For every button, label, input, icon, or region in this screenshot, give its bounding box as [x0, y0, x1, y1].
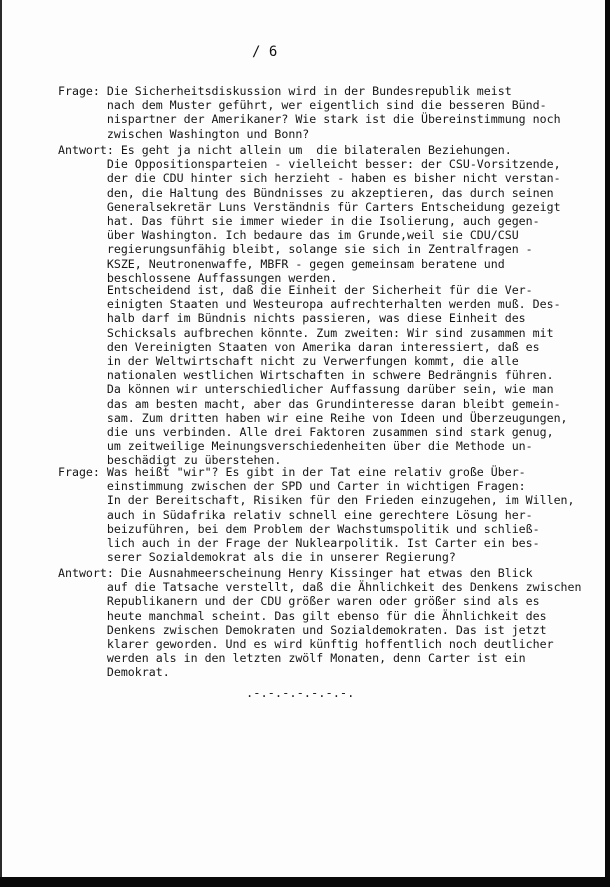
- text-line: Antwort: Die Ausnahmeerscheinung Henry Kissinger hat etwas den Blick: [58, 566, 533, 580]
- text-line: klarer geworden. Und es wird künftig hoffentlich noch deutlicher: [58, 637, 554, 652]
- text-line: um zeitweilige Meinungsverschiedenheiten über die Methode un-: [58, 439, 533, 454]
- text-line: Schicksals aufbrechen könnte. Zum zweiten: Wir sind zusammen mit: [58, 325, 554, 340]
- text-line: nach dem Muster geführt, wer eigentlich sind die besseren Bünd-: [58, 98, 547, 113]
- text-line: den, die Haltung des Bündnisses zu akzeptieren, das durch seinen: [58, 185, 554, 200]
- text-line: das am besten macht, aber das Grundinteresse daran bleibt gemein-: [58, 396, 561, 411]
- text-line: serer Sozialdemokrat als die in unserer Regierung?: [58, 550, 456, 565]
- question-block-1: [58, 84, 561, 141]
- scan-edge-left: [0, 0, 2, 887]
- text-line: Die Oppositionsparteien - vielleicht besser: der CSU-Vorsitzende,: [58, 157, 561, 172]
- text-line: Frage: Was heißt "wir"? Es gibt in der Tat eine relativ große Über-: [58, 465, 526, 479]
- text-line: nispartner der Amerikaner? Wie stark ist die Übereinstimmung noch: [58, 112, 561, 127]
- text-line: Generalsekretär Luns Verständnis für Carters Entscheidung gezeigt: [58, 199, 561, 214]
- text-line: beizuführen, bei dem Problem der Wachstumspolitik und schließ-: [58, 521, 540, 536]
- answer-block-2: [58, 566, 582, 680]
- scan-edge-right: [605, 0, 610, 887]
- text-line: hat. Das führt sie immer wieder in die Isolierung, auch gegen-: [58, 214, 540, 229]
- scan-edge-bottom: [0, 877, 610, 887]
- text-line: Antwort: Es geht ja nicht allein um die bilateralen Beziehungen.: [58, 143, 512, 157]
- text-line: den Vereinigten Staaten von Amerika daran interessiert, daß es: [58, 339, 540, 354]
- text-line: einigten Staaten und Westeuropa aufrechterhalten werden muß. Des-: [58, 297, 561, 312]
- text-line: regierungsunfähig bleibt, solange sie sich in Zentralfragen -: [58, 242, 533, 257]
- text-line: einstimmung zwischen der SPD und Carter in wichtigen Fragen:: [58, 479, 526, 494]
- answer-paragraph-2: [58, 283, 568, 468]
- text-line: nationalen westlichen Wirtschaften in schwere Bedrängnis führen.: [58, 368, 554, 383]
- question-block-2: [58, 465, 575, 564]
- text-line: auch in Südafrika relativ schnell eine gerechtere Lösung her-: [58, 507, 533, 522]
- text-line: beschädigt zu überstehen.: [58, 453, 282, 468]
- text-line: sam. Zum dritten haben wir eine Reihe von Ideen und Überzeugungen,: [58, 410, 568, 425]
- text-line: lich auch in der Frage der Nuklearpolitik. Ist Carter ein bes-: [58, 536, 540, 551]
- section-divider: .-.-.-.-.-.-.-.: [246, 686, 355, 700]
- text-line: KSZE, Neutronenwaffe, MBFR - gegen gemeinsam beratene und: [58, 256, 505, 271]
- text-line: beschlossene Auffassungen werden.: [58, 270, 338, 285]
- text-line: der die CDU hinter sich herzieht - haben es bisher nicht verstan-: [58, 171, 561, 186]
- text-line: heute manchmal scheint. Das gilt ebenso für die Ähnlichkeit des: [58, 608, 547, 623]
- page-number: / 6: [252, 44, 278, 60]
- text-line: Republikanern und der CDU größer waren oder größer sind als es: [58, 594, 540, 609]
- text-line: werden als in den letzten zwölf Monaten, denn Carter ist ein: [58, 651, 526, 666]
- text-line: Entscheidend ist, daß die Einheit der Sicherheit für die Ver-: [58, 283, 533, 297]
- text-line: Denkens zwischen Demokraten und Sozialdemokraten. Das ist jetzt: [58, 622, 547, 637]
- answer-block-1: [58, 143, 561, 285]
- text-line: die uns verbinden. Alle drei Faktoren zusammen sind stark genug,: [58, 425, 554, 440]
- text-line: in der Weltwirtschaft nicht zu Verwerfungen kommt, die alle: [58, 354, 519, 369]
- text-line: über Washington. Ich bedaure das im Grunde,weil sie CDU/CSU: [58, 228, 519, 243]
- text-line: In der Bereitschaft, Risiken für den Frieden einzugehen, im Willen,: [58, 493, 575, 508]
- text-line: zwischen Washington und Bonn?: [58, 126, 310, 141]
- text-line: halb darf im Bündnis nichts passieren, was diese Einheit des: [58, 311, 526, 326]
- text-line: Frage: Die Sicherheitsdiskussion wird in der Bundesrepublik meist: [58, 84, 512, 98]
- text-line: Demokrat.: [58, 665, 170, 680]
- text-line: Da können wir unterschiedlicher Auffassung darüber sein, wie man: [58, 382, 554, 397]
- text-line: auf die Tatsache verstellt, daß die Ähnlichkeit des Denkens zwischen: [58, 580, 582, 595]
